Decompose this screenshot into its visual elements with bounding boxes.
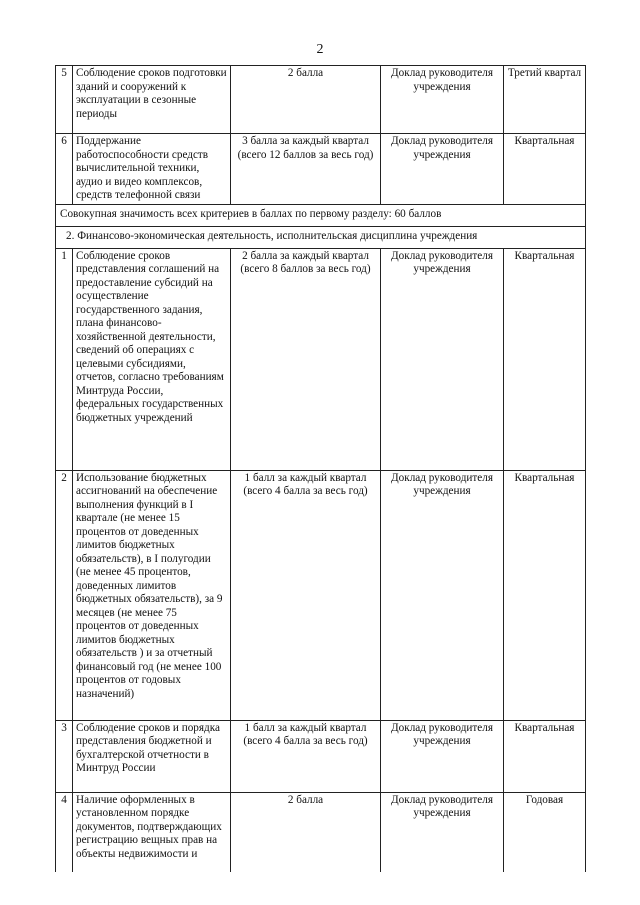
table-row	[56, 470, 586, 720]
table-row	[56, 720, 586, 792]
source-cell: Доклад руководителя учреждения	[381, 66, 504, 134]
score-cell: 2 балла	[231, 66, 381, 134]
score-cell: 1 балл за каждый квартал (всего 4 балла за весь год)	[231, 470, 381, 720]
period-cell: Квартальная	[504, 720, 586, 792]
source-cell: Доклад руководителя учреждения	[381, 134, 504, 205]
table-row	[56, 792, 586, 872]
criterion-cell: Поддержание работоспособности средств вычислительной техники, аудио и видео комплексов, средств телефонной связи	[73, 134, 231, 205]
row-number: 2	[56, 470, 73, 720]
section-heading-row	[56, 226, 586, 248]
row-number: 5	[56, 66, 73, 134]
source-cell: Доклад руководителя учреждения	[381, 720, 504, 792]
row-number: 1	[56, 248, 73, 470]
criteria-table	[55, 65, 586, 872]
section-heading: 2. Финансово-экономическая деятельность, исполнительская дисциплина учреждения	[56, 226, 586, 248]
table-row	[56, 248, 586, 470]
section-total-row	[56, 204, 586, 226]
period-cell: Квартальная	[504, 134, 586, 205]
period-cell: Третий квартал	[504, 66, 586, 134]
criterion-cell: Наличие оформленных в установленном порядке документов, подтверждающих регистрацию вещных прав на объекты недвижимости и	[73, 792, 231, 872]
period-cell: Годовая	[504, 792, 586, 872]
criterion-cell: Соблюдение сроков подготовки зданий и сооружений к эксплуатации в сезонные периоды	[73, 66, 231, 134]
row-number: 3	[56, 720, 73, 792]
score-cell: 2 балла	[231, 792, 381, 872]
table-row	[56, 66, 586, 134]
source-cell: Доклад руководителя учреждения	[381, 792, 504, 872]
period-cell: Квартальная	[504, 470, 586, 720]
criterion-cell: Соблюдение сроков представления соглашений на предоставление субсидий на осуществление государственного задания, плана финансово-хозяйственной деятельности, сведений об операциях с целевыми субсидиями, отчетов, согласно требованиям Минтруда России, федеральных государственных бюджетных учреждений	[73, 248, 231, 470]
criterion-cell: Соблюдение сроков и порядка представления бюджетной и бухгалтерской отчетности в Минтруд России	[73, 720, 231, 792]
table-row	[56, 134, 586, 205]
score-cell: 3 балла за каждый квартал (всего 12 баллов за весь год)	[231, 134, 381, 205]
criterion-cell: Использование бюджетных ассигнований на обеспечение выполнения функций в I квартале (не менее 15 процентов от доведенных лимитов бюджетных обязательств), в I полугодии (не менее 45 процентов, доведенных лимитов бюджетных обязательств), за 9 месяцев (не менее 75 процентов от доведенных лимитов бюджетных обязательств ) и за отчетный финансовый год (не менее 100 процентов от годовых назначений)	[73, 470, 231, 720]
row-number: 6	[56, 134, 73, 205]
source-cell: Доклад руководителя учреждения	[381, 248, 504, 470]
page-number: 2	[316, 42, 324, 57]
score-cell: 2 балла за каждый квартал (всего 8 баллов за весь год)	[231, 248, 381, 470]
period-cell: Квартальная	[504, 248, 586, 470]
section-total-text: Совокупная значимость всех критериев в баллах по первому разделу: 60 баллов	[56, 204, 586, 226]
score-cell: 1 балл за каждый квартал (всего 4 балла за весь год)	[231, 720, 381, 792]
source-cell: Доклад руководителя учреждения	[381, 470, 504, 720]
row-number: 4	[56, 792, 73, 872]
